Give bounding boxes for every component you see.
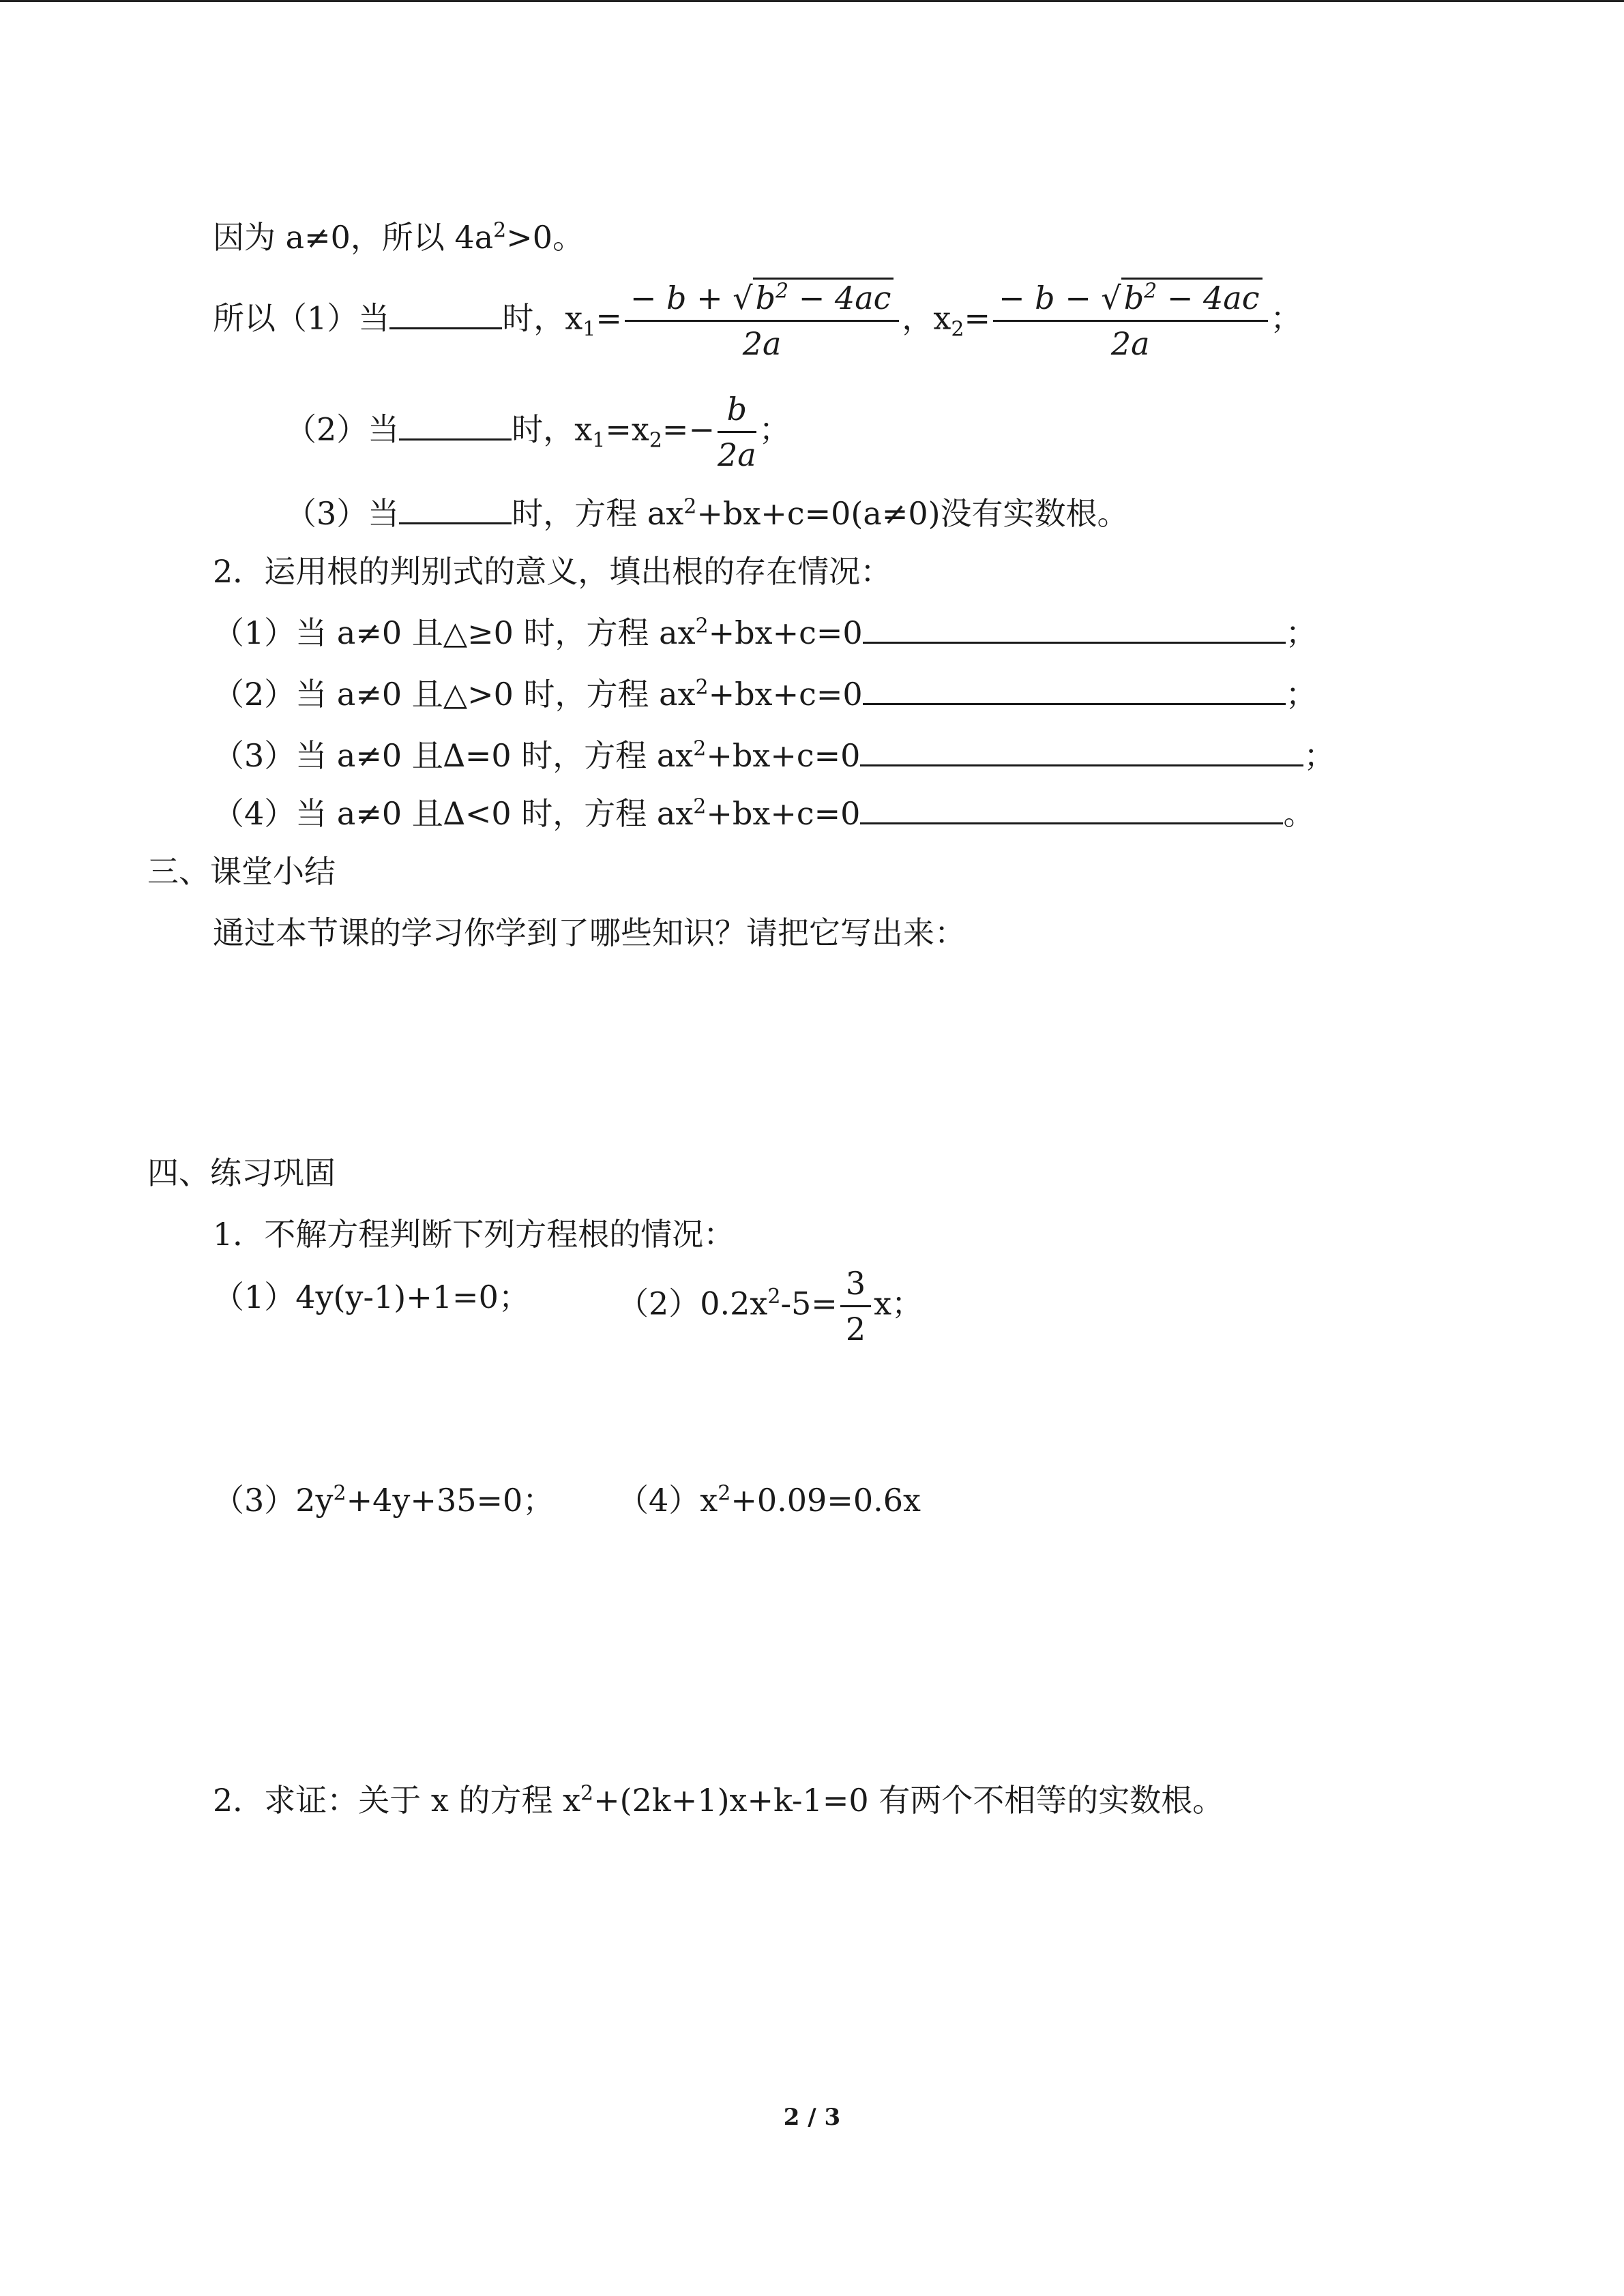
exercise-2-proof: 2．求证：关于 x 的方程 $x^2+(2k+1)x+k-1=0$ 有两个不相等的实数根。: [213, 1781, 1224, 1819]
page-number: 2 / 3: [783, 2104, 841, 2131]
exercise-1-part-1: （1）4y(y-1)+1=0；: [213, 1279, 530, 1315]
exercise-1-part-2: $(2)0.2x^2-5=$ $\frac{3}{2}$ x；: [617, 1262, 923, 1351]
double-root-fraction: $\frac{b}{2a}$: [718, 387, 756, 477]
fill-blank-case-2[interactable]: [399, 410, 512, 441]
discriminant-item-3: （3）当 a≠0 且∆=0 时，方程 $ax^2+bx+c=0$ ；: [213, 736, 1335, 774]
question-2-title: 2．运用根的判别式的意义，填出根的存在情况：: [213, 553, 892, 590]
discriminant-item-2: （2）当 a≠0 且△>0 时，方程 $ax^2+bx+c=0$ ；: [213, 675, 1317, 713]
exercise-1-title: 1．不解方程判断下列方程根的情况：: [213, 1216, 735, 1253]
statement-a-nonzero: 因为 a≠0，所以 $4a^2>0$。: [213, 218, 585, 256]
case-3-no-real-roots: （3）当 时，方程 $ax^2+bx+c=0(a\ne 0)$没有实数根。: [285, 494, 1129, 532]
answer-blank-4[interactable]: [860, 794, 1283, 824]
answer-blank-2[interactable]: [863, 674, 1286, 705]
section-3-prompt: 通过本节课的学习你学到了哪些知识？请把它写出来：: [213, 914, 966, 951]
section-4-heading: 四、练习巩固: [147, 1154, 336, 1191]
discriminant-item-4: （4）当 a≠0 且∆<0 时，方程 $ax^2+bx+c=0$ 。: [213, 794, 1315, 832]
answer-blank-3[interactable]: [860, 736, 1303, 766]
fill-blank-case-1[interactable]: [389, 299, 502, 329]
section-3-heading: 三、课堂小结: [147, 853, 336, 890]
answer-blank-1[interactable]: [863, 613, 1286, 644]
case-1-formula: 所以（1）当 时，$x_1=$ $\frac{- b + √b^2 - 4ac}{2a}$ ，$x_2=$ $\frac{- b - √b^2 - 4ac}{2a}$ ；: [213, 276, 1302, 366]
fill-blank-case-3[interactable]: [399, 494, 512, 524]
root-fraction-minus: $\frac{- b - √b^2 - 4ac}{2a}$: [993, 276, 1268, 366]
page-top-border: [0, 0, 1624, 2]
discriminant-item-1: （1）当 a≠0 且△≥0 时，方程 $ax^2+bx+c=0$ ；: [213, 614, 1317, 651]
exercise-1-part-3: $(3)2y^2+4y+35=0$；: [213, 1481, 555, 1519]
case-2-double-root: （2）当 时，$x_1=x_2=-$ $\frac{b}{2a}$ ；: [285, 387, 791, 477]
root-fraction-plus: $\frac{- b + √b^2 - 4ac}{2a}$: [625, 276, 900, 366]
exercise-1-part-4: $(4)x^2+0.09=0.6x$: [617, 1481, 921, 1519]
three-halves-fraction: $\frac{3}{2}$: [840, 1262, 871, 1351]
